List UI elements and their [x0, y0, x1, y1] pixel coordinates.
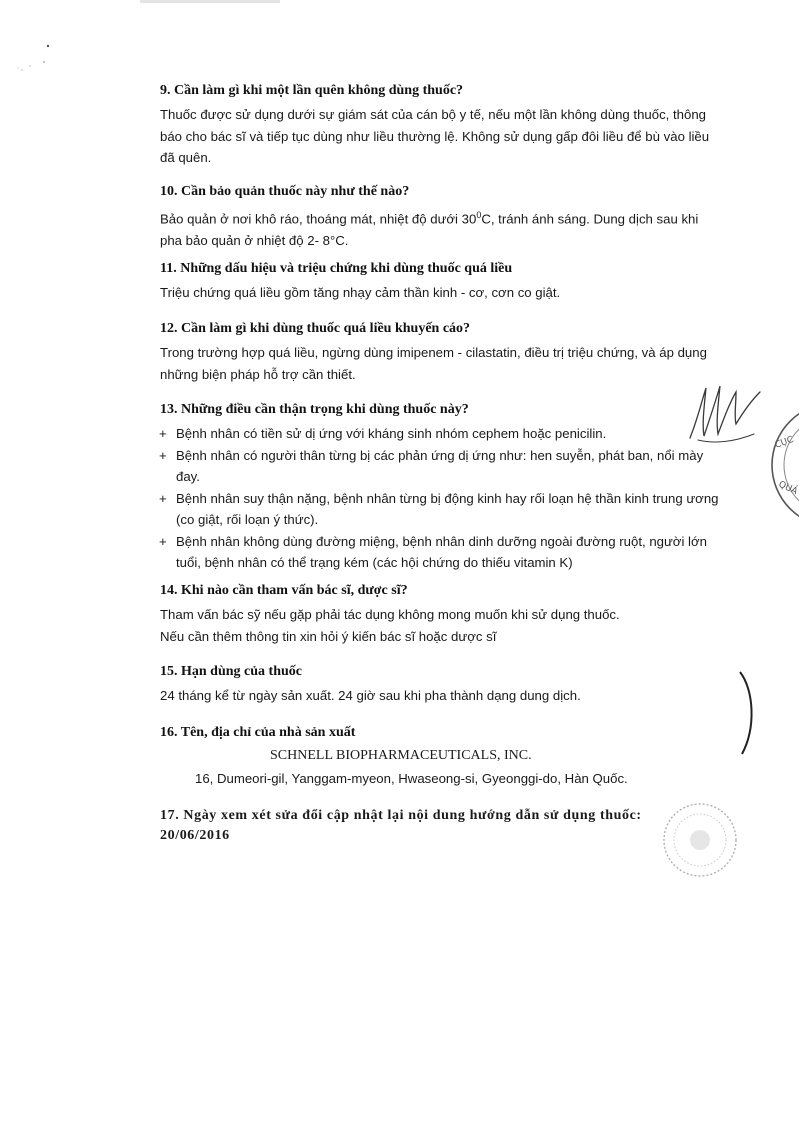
section-11 — [160, 260, 720, 304]
section-16 — [160, 724, 720, 789]
scan-specks — [0, 30, 70, 80]
list-item-text: Bệnh nhân có tiền sử dị ứng với kháng sinh nhóm cephem hoặc penicilin. — [176, 426, 607, 441]
section-12-text: Trong trường hợp quá liều, ngừng dùng imipenem - cilastatin, điều trị triệu chứng, và áp dụng những biện pháp hỗ trợ cần thiết. — [160, 345, 707, 382]
section-11-text: Triệu chứng quá liều gồm tăng nhạy cảm thần kinh - cơ, cơn co giật. — [160, 285, 561, 300]
section-15-heading: 15. Hạn dùng của thuốc — [160, 664, 302, 679]
stamp-arc-mark — [736, 668, 760, 758]
section-13-heading: 13. Những điều cần thận trọng khi dùng thuốc này? — [160, 402, 469, 417]
section-17-text: 17. Ngày xem xét sửa đổi cập nhật lại nội dung hướng dẫn sử dụng thuốc: 20/06/2016 — [160, 808, 642, 843]
bullet-plus: + — [159, 490, 167, 506]
manufacturer-name: SCHNELL BIOPHARMACEUTICALS, INC. — [270, 748, 532, 763]
list-item-text: Bệnh nhân có người thân từng bị các phản ứng dị ứng như: hen suyễn, phát ban, nổi mày đay. — [176, 447, 704, 484]
section-9-heading: 9. Cần làm gì khi một lần quên không dùng thuốc? — [160, 83, 464, 98]
section-12-heading: 12. Cần làm gì khi dùng thuốc quá liều khuyến cáo? — [160, 321, 471, 336]
manufacturer-address: 16, Dumeori-gil, Yanggam-myeon, Hwaseong-si, Gyeonggi-do, Hàn Quốc. — [195, 771, 628, 786]
section-14-text-1: Tham vấn bác sỹ nếu gặp phải tác dụng không mong muốn khi sử dụng thuốc. — [160, 607, 620, 622]
section-15 — [160, 663, 720, 707]
section-11-heading: 11. Những dấu hiệu và triệu chứng khi dùng thuốc quá liều — [160, 261, 513, 276]
signature — [684, 378, 764, 448]
list-item-text: Bệnh nhân suy thận nặng, bệnh nhân từng bị động kinh hay rối loạn hệ thần kinh trung ương (co giật, rối loạn ý thức). — [176, 490, 719, 527]
list-item — [160, 423, 720, 445]
svg-text:CỤC: CỤC — [773, 434, 796, 451]
section-10-text — [160, 205, 720, 251]
storage-text-part-1: Bảo quản ở nơi khô ráo, thoáng mát, nhiệt độ dưới 30 — [160, 211, 477, 227]
section-14-text-2: Nếu cần thêm thông tin xin hỏi ý kiến bác sĩ hoặc dược sĩ — [160, 628, 497, 644]
storage-text-part-2: C, tránh ánh sáng. Dung dịch sau khi pha bảo quản ở nhiệt độ 2- 8°C. — [160, 211, 699, 248]
section-9-text: Thuốc được sử dụng dưới sự giám sát của cán bộ y tế, nếu một lần không dùng thuốc, thông báo cho bác sĩ và tiếp tục dùng như liều thường lệ. Không sử dụng gấp đôi liều để bù vào liều đã quên. — [160, 107, 710, 165]
section-12 — [160, 320, 720, 385]
list-item-text: Bệnh nhân không dùng đường miệng, bệnh nhân dinh dưỡng ngoài đường ruột, người lớn tuổi, bệnh nhân có thể trạng kém (các hội chứng do thiếu vitamin K) — [176, 533, 707, 570]
section-10 — [160, 183, 720, 251]
bullet-plus: + — [159, 447, 167, 463]
section-14-heading: 14. Khi nào cần tham vấn bác sĩ, dược sĩ? — [160, 583, 408, 598]
list-item — [160, 445, 720, 488]
scan-smudge-top — [140, 0, 280, 6]
bullet-plus: + — [159, 533, 167, 549]
bullet-plus: + — [159, 426, 167, 441]
section-15-text: 24 tháng kể từ ngày sản xuất. 24 giờ sau khi pha thành dạng dung dịch. — [160, 688, 581, 703]
list-item — [160, 488, 720, 531]
section-10-heading: 10. Cần bảo quản thuốc này như thế nào? — [160, 184, 410, 199]
stamp-partial — [762, 400, 799, 530]
section-17 — [160, 806, 708, 846]
section-9 — [160, 82, 720, 169]
precautions-list — [160, 423, 720, 574]
section-14 — [160, 582, 720, 647]
section-13 — [160, 401, 720, 574]
list-item — [160, 531, 720, 574]
degree-superscript: 0 — [476, 210, 482, 220]
section-16-heading: 16. Tên, địa chỉ của nhà sản xuất — [160, 725, 356, 740]
svg-text:QUẢ: QUẢ — [776, 479, 799, 498]
faint-seal — [660, 800, 740, 880]
